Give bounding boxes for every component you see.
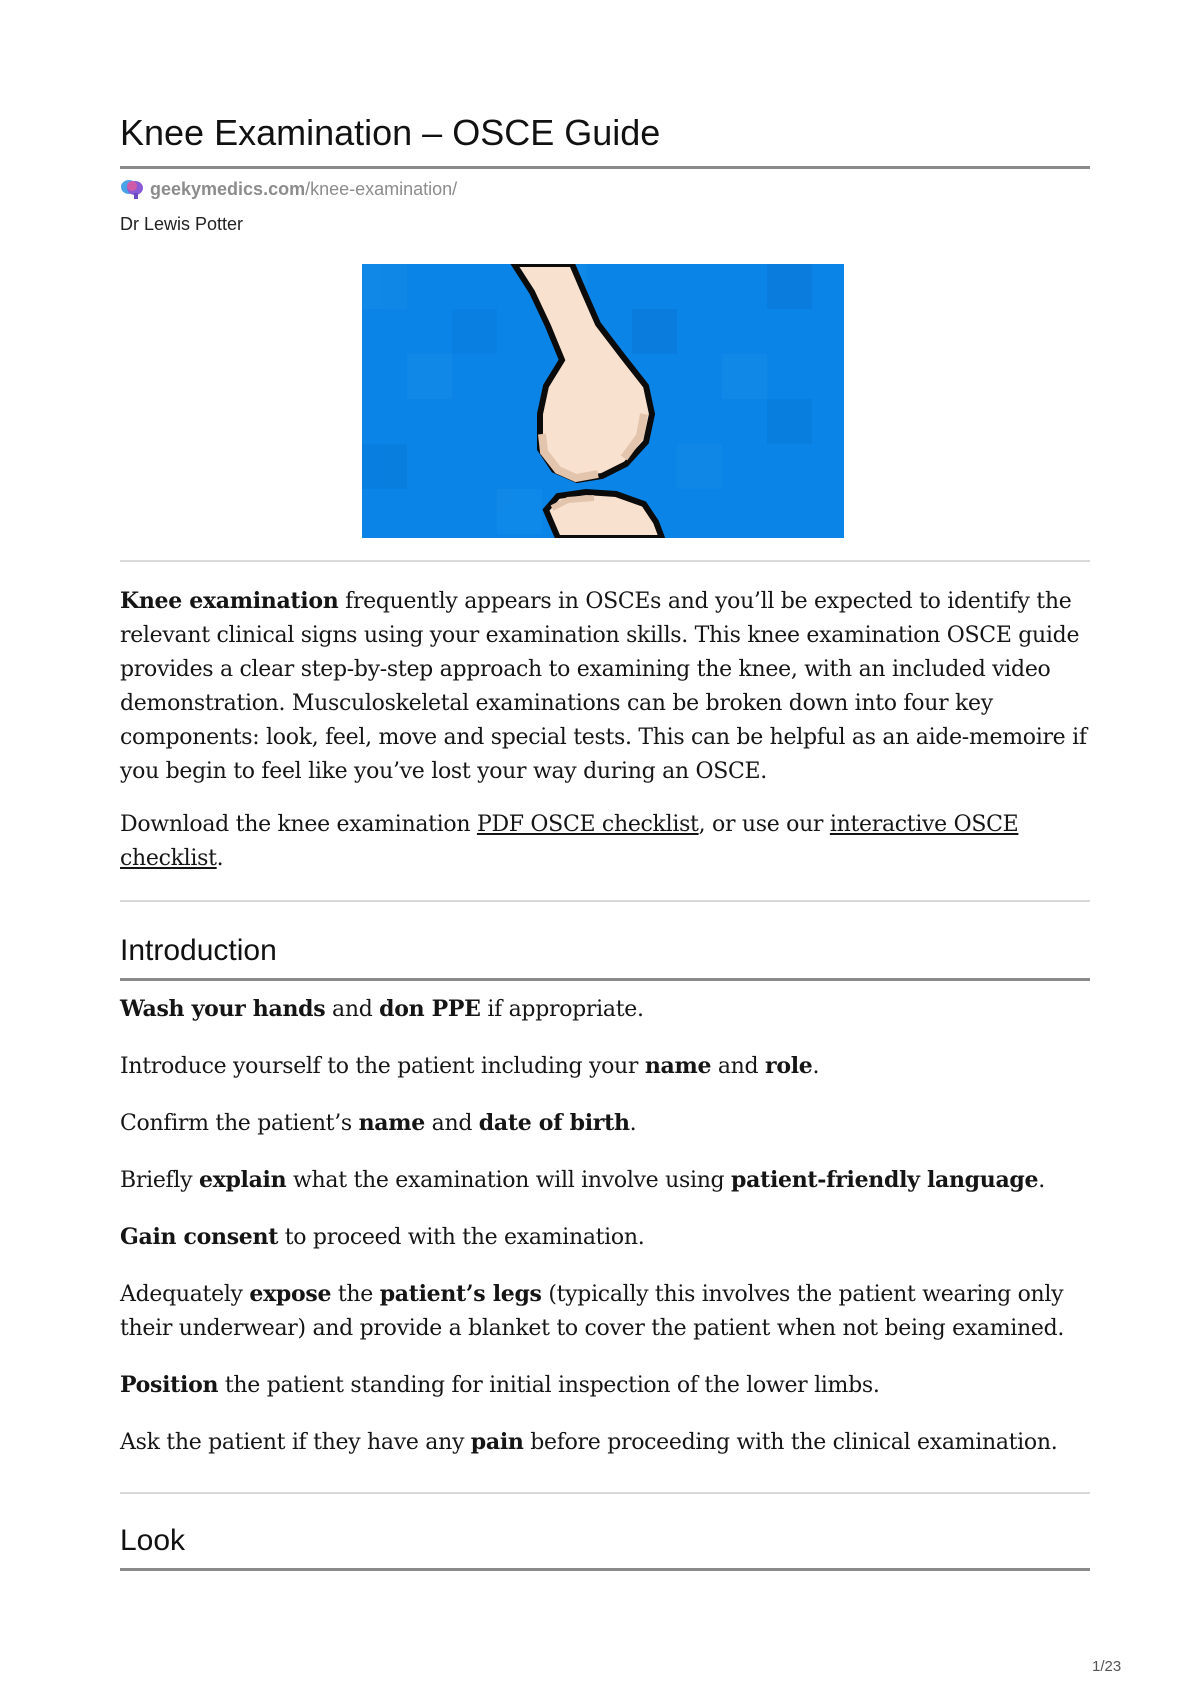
download-prefix: Download the knee examination [120,812,477,837]
intro-paragraph [120,584,1090,789]
section-heading-look: Look [120,1524,186,1557]
download-middle: , or use our [698,812,830,837]
step-bold: name [644,1053,712,1079]
intro-lead: Knee examination [120,588,339,614]
step-text: to proceed with the examination. [278,1225,645,1250]
interactive-checklist-link[interactable]: interactive OSCE checklist [120,812,1019,871]
section-divider [120,1568,1090,1571]
step-bold: Wash your hands [120,996,326,1022]
step-text: if appropriate. [480,997,644,1022]
section-divider [120,978,1090,981]
step-confirm-identity [120,1106,1090,1141]
step-bold: don PPE [379,996,481,1022]
step-bold: date of birth [478,1110,630,1136]
step-bold: explain [198,1167,287,1193]
step-text: the patient standing for initial inspection of the lower limbs. [218,1373,880,1398]
step-bold: name [358,1110,425,1136]
step-text: before proceeding with the clinical examination. [523,1430,1058,1455]
title-divider [120,166,1090,169]
step-text: Briefly [120,1168,199,1193]
pdf-checklist-link[interactable]: PDF OSCE checklist [476,812,699,837]
divider [120,560,1090,562]
divider [120,900,1090,902]
step-text: and [325,997,380,1022]
author-name: Dr Lewis Potter [120,214,244,234]
source-domain: geekymedics.com [150,178,306,199]
divider [120,1492,1090,1494]
knee-joint-icon [362,264,844,538]
step-bold: patient’s legs [379,1281,542,1307]
step-text: . [629,1111,637,1136]
page-title: Knee Examination – OSCE Guide [120,112,661,153]
step-text: what the examination will involve using [286,1168,732,1193]
source-link[interactable] [120,176,457,202]
step-explain [120,1163,1090,1198]
step-bold: expose [249,1281,332,1307]
step-expose [120,1277,1090,1346]
step-text: . [812,1054,820,1079]
section-heading-introduction: Introduction [120,934,277,967]
step-bold: Gain consent [120,1224,279,1250]
download-paragraph [120,808,1090,876]
brain-logo-icon [120,178,144,200]
step-text: Introduce yourself to the patient including your [120,1054,645,1079]
step-text: . [1038,1168,1045,1193]
step-consent [120,1220,1090,1255]
step-bold: Position [120,1372,219,1398]
step-wash-hands [120,992,1090,1027]
page-number: 1/23 [1092,1658,1122,1675]
source-path: /knee-examination/ [305,178,458,199]
step-text: Ask the patient if they have any [120,1430,471,1455]
step-introduce [120,1049,1090,1084]
step-bold: patient-friendly language [731,1167,1039,1193]
knee-illustration [362,264,844,538]
step-text: the [331,1282,380,1307]
step-position [120,1368,1090,1403]
download-suffix: . [216,846,224,871]
step-pain [120,1425,1090,1460]
step-text: and [424,1111,479,1136]
step-text: (typically this involves the patient wearing only their underwear) and provide a blanket to cover the patient when not being examined. [120,1282,1065,1341]
step-text: Adequately [120,1282,250,1307]
step-text: Confirm the patient’s [120,1111,359,1136]
intro-text: frequently appears in OSCEs and you’ll be expected to identify the relevant clinical signs using your examination skills. This knee examination OSCE guide provides a clear step-by-step approach to examining the knee, with an included video demonstration. Musculoskeletal examinations can be broken down into four key components: look, feel, move and special tests. This can be helpful as an aide-memoire if you begin to feel like you’ve lost your way during an OSCE. [120,589,1087,784]
step-bold: pain [470,1429,524,1455]
step-bold: role [765,1053,813,1079]
step-text: and [711,1054,766,1079]
